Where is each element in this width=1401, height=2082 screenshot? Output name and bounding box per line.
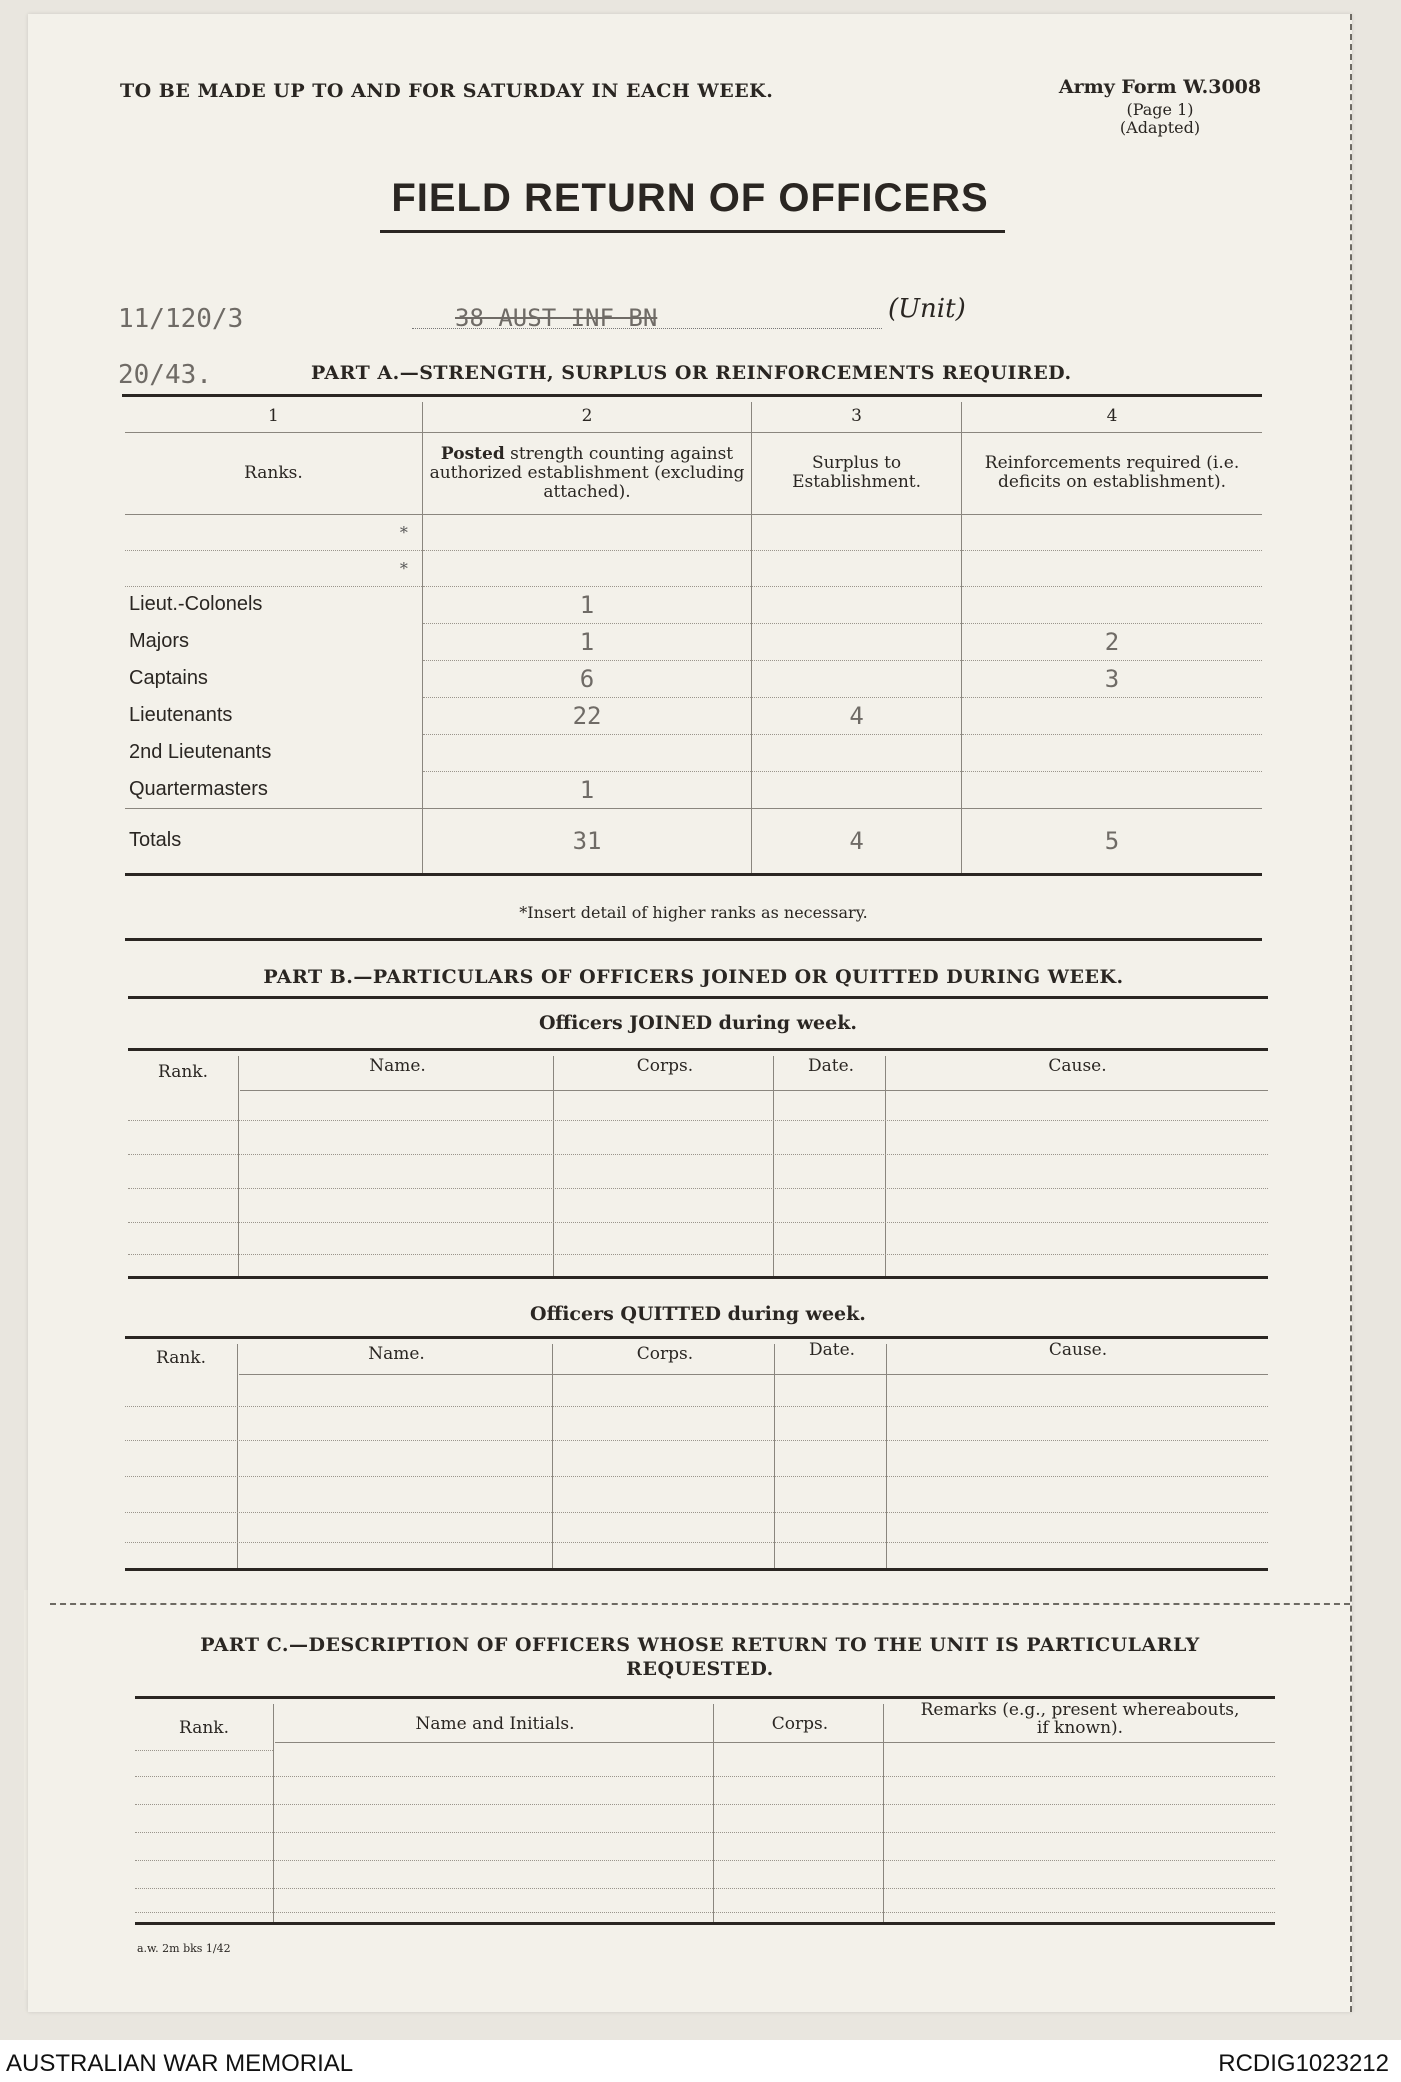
col-header-cause: Cause. — [1048, 1056, 1107, 1076]
surplus-value — [752, 586, 962, 623]
col-header-corps: Corps. — [771, 1714, 829, 1734]
print-code: a.w. 2m bks 1/42 — [137, 1942, 231, 1955]
page-title: FIELD RETURN OF OFFICERS — [391, 176, 989, 220]
reinforcements-value — [962, 586, 1262, 623]
table-row — [125, 514, 1262, 550]
perforation-line — [50, 1603, 1350, 1605]
reinforcements-value — [962, 697, 1262, 734]
part-a-bottom-rule — [125, 938, 1262, 941]
col-header-date: Date. — [807, 1056, 855, 1076]
form-number: Army Form W.3008 — [1058, 76, 1262, 98]
col-header-ranks: Ranks. — [125, 432, 422, 514]
table-row — [125, 623, 1262, 660]
col-header-posted-bold: Posted — [440, 443, 505, 464]
col-number: 4 — [1106, 406, 1118, 427]
table-row — [125, 586, 1262, 623]
rank-label: Lieut.-Colonels — [125, 586, 422, 623]
surplus-value — [752, 623, 962, 660]
archive-id: RCDIG1023212 — [1218, 2050, 1389, 2077]
table-row — [125, 550, 1262, 586]
table-row — [125, 697, 1262, 734]
unit-value: 38 AUST INF BN — [455, 304, 658, 332]
reinforcements-value: 2 — [962, 623, 1262, 660]
col-header-rank: Rank. — [179, 1718, 229, 1738]
rank-label: Captains — [125, 660, 422, 697]
total-posted: 31 — [422, 808, 751, 874]
col-number: 3 — [752, 402, 962, 432]
page-note: (Page 1) — [1126, 100, 1194, 119]
part-a-footnote: *Insert detail of higher ranks as necessary. — [519, 903, 868, 922]
quitted-title: Officers QUITTED during week. — [530, 1303, 866, 1325]
table-row — [125, 771, 1262, 808]
reference-number: 11/120/3 — [118, 304, 244, 334]
reinforcements-value: 3 — [962, 660, 1262, 697]
col-header-cause: Cause. — [1048, 1340, 1108, 1360]
posted-value: 1 — [422, 623, 751, 660]
rank-label: Majors — [125, 623, 422, 660]
date-reference: 20/43. — [118, 360, 212, 390]
col-header-posted-rest: strength counting against authorized establishment (excluding attached). — [429, 443, 745, 502]
joined-title: Officers JOINED during week. — [538, 1012, 858, 1034]
col-number: 1 — [125, 402, 422, 432]
part-a-top-rule — [122, 394, 1262, 397]
col-header-name-initials: Name and Initials. — [415, 1714, 575, 1734]
archive-credit: AUSTRALIAN WAR MEMORIAL — [6, 2050, 354, 2077]
quitted-table — [125, 1336, 1268, 1572]
part-b-rule — [128, 996, 1268, 999]
surplus-value: 4 — [752, 697, 962, 734]
col-header-remarks-2: if known). — [1036, 1718, 1124, 1738]
rank-label: Lieutenants — [125, 697, 422, 734]
star-mark: * — [125, 550, 422, 586]
part-b-heading: PART B.—PARTICULARS OF OFFICERS JOINED OR QUITTED DURING WEEK. — [263, 966, 1124, 988]
totals-label: Totals — [125, 808, 422, 874]
surplus-value — [752, 771, 962, 808]
surplus-value — [752, 660, 962, 697]
col-header-date: Date. — [808, 1340, 856, 1360]
table-row — [125, 660, 1262, 697]
unit-label: (Unit) — [888, 294, 966, 324]
col-header-rank: Rank. — [158, 1062, 208, 1082]
part-c-table — [135, 1696, 1275, 1924]
part-c-heading-line1: PART C.—DESCRIPTION OF OFFICERS WHOSE RETURN TO THE UNIT IS PARTICULARLY — [200, 1634, 1200, 1656]
col-header-name: Name. — [368, 1344, 425, 1364]
col-header-rank: Rank. — [156, 1348, 206, 1368]
posted-value: 22 — [422, 697, 751, 734]
reinforcements-value — [962, 734, 1262, 771]
part-a-table — [125, 402, 1262, 876]
total-surplus: 4 — [752, 808, 962, 874]
adapted-note: (Adapted) — [1119, 118, 1201, 137]
rank-label: Quartermasters — [125, 771, 422, 808]
total-reinforcements: 5 — [1104, 826, 1120, 855]
joined-table — [128, 1048, 1268, 1280]
col-header-posted — [422, 432, 751, 514]
totals-row — [125, 808, 1262, 874]
col-header-reinforcements: Reinforcements required (i.e. deficits on establishment). — [984, 453, 1240, 492]
col-header-remarks-1: Remarks (e.g., present whereabouts, — [920, 1700, 1240, 1720]
rank-label: 2nd Lieutenants — [125, 734, 422, 771]
col-header-corps: Corps. — [636, 1344, 694, 1364]
posted-value — [422, 734, 751, 771]
part-c-heading-line2: REQUESTED. — [626, 1658, 774, 1680]
col-header-surplus: Surplus to Establishment. — [752, 432, 962, 514]
col-header-name: Name. — [369, 1056, 426, 1076]
col-number: 2 — [422, 402, 751, 432]
instruction-text: TO BE MADE UP TO AND FOR SATURDAY IN EACH WEEK. — [120, 80, 774, 102]
posted-value: 6 — [422, 660, 751, 697]
title-underline — [380, 230, 1005, 233]
col-header-corps: Corps. — [636, 1056, 694, 1076]
table-row — [125, 734, 1262, 771]
reinforcements-value — [962, 771, 1262, 808]
posted-value: 1 — [422, 586, 751, 623]
surplus-value — [752, 734, 962, 771]
part-a-heading: PART A.—STRENGTH, SURPLUS OR REINFORCEMENTS REQUIRED. — [311, 362, 1072, 384]
posted-value: 1 — [422, 771, 751, 808]
star-mark: * — [125, 514, 422, 550]
